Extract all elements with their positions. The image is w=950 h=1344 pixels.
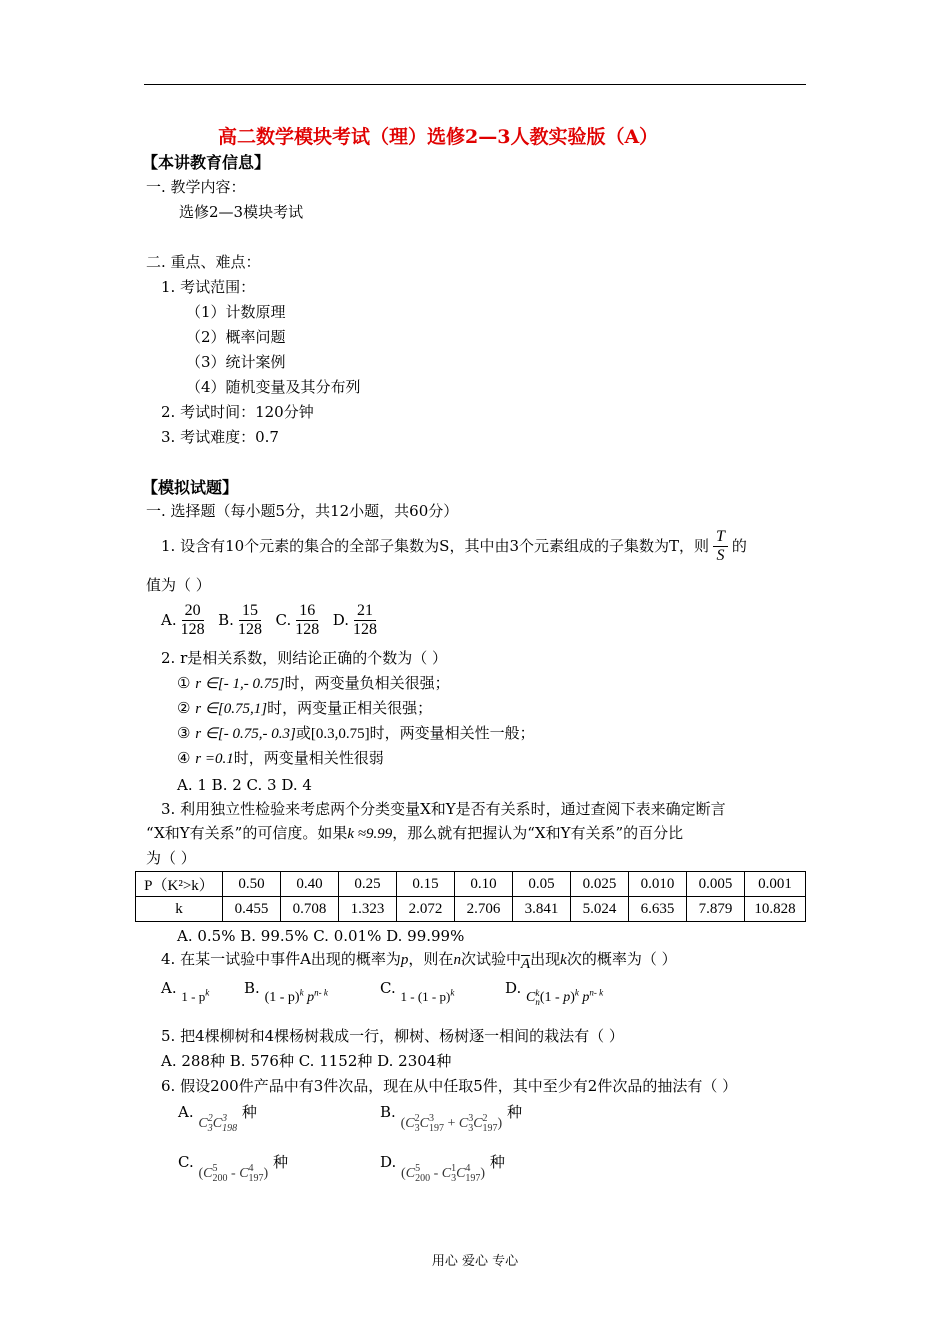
- exp-k: k: [535, 987, 540, 998]
- table-cell: 0.005: [687, 872, 745, 897]
- option-label: A.: [161, 979, 177, 997]
- fraction-numerator: 20: [182, 602, 204, 621]
- option-label: A.: [161, 610, 177, 629]
- q4-option-d: [505, 979, 604, 1007]
- table-cell: P（K²>k）: [136, 872, 223, 897]
- page-title: 高二数学模块考试（理）选修2—3人教实验版（A）: [218, 126, 659, 148]
- table-cell: 5.024: [571, 897, 629, 922]
- part-1-heading: 一. 选择题（每小题5分，共12小题，共60分）: [146, 502, 459, 520]
- question-6: 6. 假设200件产品中有3件次品，现在从中任取5件，其中至少有2件次品的抽法有（ ）: [161, 1077, 738, 1095]
- table-cell: 0.10: [455, 872, 513, 897]
- option-expr: (C 5 200 - C 4 197 ): [198, 1162, 269, 1184]
- q3-text-b: ，那么就有把握认为“X和Y有关系”的百分比: [392, 824, 684, 842]
- table-cell: 2.072: [397, 897, 455, 922]
- option-expr: (C 2 3 C 3 197 + C 3 3 C 2 197 ): [400, 1112, 503, 1134]
- item-text: 时，两变量相关性一般；: [369, 724, 535, 742]
- table-cell: 0.025: [571, 872, 629, 897]
- expr-text: (1 - p): [264, 990, 300, 1005]
- item-mark: ③: [177, 724, 191, 742]
- option-fraction: [181, 602, 205, 640]
- q2-item: [177, 724, 535, 743]
- table-row: [136, 872, 806, 897]
- exp-k: k: [574, 987, 579, 998]
- table-cell: k: [136, 897, 223, 922]
- table-cell: 0.455: [223, 897, 281, 922]
- page-footer: 用心 爱心 专心: [431, 1254, 519, 1269]
- option-label: D.: [380, 1153, 397, 1171]
- q4-var: $\overline{A}$: [520, 956, 531, 972]
- item-math: r ∈[- 0.75,- 0.3]: [195, 726, 296, 742]
- option-label: B.: [380, 1103, 396, 1121]
- table-cell: 7.879: [687, 897, 745, 922]
- table-cell: 0.001: [745, 872, 806, 897]
- option-label: B.: [218, 610, 234, 629]
- option-label: B.: [244, 979, 260, 997]
- table-cell: 1.323: [339, 897, 397, 922]
- q4-var: p: [400, 952, 409, 968]
- q2-item: [177, 674, 450, 693]
- option-expr: (C 5 200 - C 1 3 C 4 197 ): [401, 1162, 486, 1184]
- item-exam-scope: 1. 考试范围：: [161, 278, 256, 296]
- unit-text: 种: [272, 1153, 288, 1171]
- info-heading: 【本讲教育信息】: [142, 153, 271, 172]
- q4-option-a: [161, 979, 210, 1004]
- option-label: D.: [332, 610, 350, 629]
- table-cell: 0.40: [281, 872, 339, 897]
- unit-text: 种: [506, 1103, 522, 1121]
- item-text: 时，两变量负相关很强；: [284, 674, 450, 692]
- option-expr: (1 - p)$^k$ $p^{n- k}$: [264, 987, 328, 1005]
- item-exam-difficulty: 3. 考试难度：0.7: [161, 428, 279, 446]
- q6-option-d: [380, 1153, 505, 1184]
- q2-item: [177, 699, 432, 718]
- question-1-text: 1. 设含有10个元素的集合的全部子集数为S，其中由3个元素组成的子集数为T，则: [161, 536, 709, 555]
- item-math: r ∈[0.75,1]: [195, 701, 268, 717]
- fraction-denominator: 128: [295, 621, 320, 639]
- table-cell: 0.25: [339, 872, 397, 897]
- q4-text: 出现: [530, 950, 561, 968]
- unit-text: 种: [241, 1103, 257, 1121]
- option-expr: C k n (1 - p)$^k$ $p^{n- k}$: [526, 987, 604, 1007]
- sub-n: n: [535, 996, 540, 1007]
- table-cell: 2.706: [455, 897, 513, 922]
- item-math: r =0.1: [195, 751, 234, 767]
- option-fraction: [295, 602, 319, 640]
- expr-text: C: [526, 990, 536, 1005]
- q2-answers: A. 1 B. 2 C. 3 D. 4: [177, 776, 312, 794]
- fraction-denominator: S: [716, 547, 725, 565]
- option-expr: C 2 3 C 3 198: [198, 1112, 238, 1134]
- item-exam-time: 2. 考试时间：120分钟: [161, 403, 314, 421]
- q4-option-b: [244, 979, 328, 1005]
- q6-option-a: [178, 1103, 257, 1134]
- critical-value-table: [135, 871, 806, 922]
- unit-text: 种: [489, 1153, 505, 1171]
- q3-math: k ≈9.99: [347, 826, 393, 842]
- q4-text: 次的概率为（ ）: [566, 950, 677, 968]
- q5-answers: A. 288种 B. 576种 C. 1152种 D. 2304种: [161, 1052, 452, 1070]
- table-cell: 0.50: [223, 872, 281, 897]
- exp-k: k: [205, 987, 210, 998]
- q3-answers: A. 0.5% B. 99.5% C. 0.01% D. 99.99%: [177, 927, 465, 945]
- fraction-numerator: 21: [354, 602, 376, 621]
- expr-text: 1 - p: [181, 989, 206, 1004]
- scope-item: （4）随机变量及其分布列: [186, 378, 361, 396]
- option-fraction: [238, 602, 262, 640]
- fraction-numerator: T: [713, 528, 728, 547]
- mock-heading: 【模拟试题】: [142, 478, 239, 497]
- item-text: 时，两变量正相关很强；: [267, 699, 433, 717]
- q3-text-a: “X和Y有关系”的可信度。如果: [146, 824, 348, 842]
- q4-text: 4. 在某一试验中事件A出现的概率为: [161, 950, 401, 968]
- option-fraction: [353, 602, 377, 640]
- option-label: C.: [178, 1153, 194, 1171]
- exp-k: k: [299, 987, 304, 998]
- table-cell: 0.05: [513, 872, 571, 897]
- item-mark: ②: [177, 699, 191, 717]
- question-3-line1: 3. 利用独立性检验来考虑两个分类变量X和Y是否有关系时，通过查阅下表来确定断言: [161, 800, 726, 818]
- table-cell: 10.828: [745, 897, 806, 922]
- option-label: D.: [505, 979, 522, 997]
- exp-k: k: [450, 987, 455, 998]
- section-1-heading: 一. 教学内容：: [146, 178, 246, 196]
- q6-option-b: [380, 1103, 522, 1134]
- q2-item: [177, 749, 384, 768]
- scope-item: （3）统计案例: [186, 353, 286, 371]
- scope-item: （1）计数原理: [186, 303, 286, 321]
- question-3-line2: [146, 824, 683, 843]
- q4-var: n: [453, 952, 461, 968]
- table-cell: 3.841: [513, 897, 571, 922]
- expr-var: p: [582, 990, 590, 1005]
- question-5: 5. 把4棵柳树和4棵杨树栽成一行，柳树、杨树逐一相间的栽法有（ ）: [161, 1027, 624, 1045]
- option-label: A.: [178, 1103, 194, 1121]
- option-label: C.: [380, 979, 396, 997]
- fraction-denominator: 128: [353, 621, 378, 639]
- q4-var: k: [560, 952, 567, 968]
- section-1-body: 选修2—3模块考试: [179, 203, 304, 221]
- question-1-options: [161, 602, 381, 640]
- scope-item: （2）概率问题: [186, 328, 286, 346]
- table-row: [136, 897, 806, 922]
- option-expr: [401, 989, 455, 1004]
- expr-text: 1 - (1 - p): [400, 989, 451, 1004]
- question-3-line3: 为（ ）: [146, 849, 196, 867]
- table-cell: 0.15: [397, 872, 455, 897]
- option-label: C.: [275, 610, 292, 629]
- question-1: [161, 528, 747, 566]
- item-mid: 或: [295, 724, 311, 742]
- q4-option-c: [380, 979, 455, 1004]
- table-cell: 0.010: [629, 872, 687, 897]
- table-cell: 0.708: [281, 897, 339, 922]
- question-4: [161, 950, 677, 972]
- question-2: 2. r是相关系数，则结论正确的个数为（ ）: [161, 649, 448, 667]
- item-math: r ∈[- 1,- 0.75]: [195, 676, 285, 692]
- header-rule: [144, 84, 806, 85]
- section-2-heading: 二. 重点、难点：: [146, 253, 261, 271]
- q6-option-c: [178, 1153, 288, 1184]
- question-1-line2: 值为（ ）: [146, 576, 211, 594]
- item-math: [0.3,0.75]: [310, 726, 370, 742]
- q4-text: 次试验中: [460, 950, 521, 968]
- fraction-numerator: 15: [239, 602, 261, 621]
- expr-var: p: [307, 990, 315, 1005]
- fraction-denominator: 128: [237, 621, 262, 639]
- item-mark: ④: [177, 749, 191, 767]
- item-text: 时，两变量相关性很弱: [233, 749, 384, 767]
- fraction-denominator: 128: [180, 621, 205, 639]
- fraction-t-over-s: [713, 528, 728, 566]
- fraction-numerator: 16: [296, 602, 318, 621]
- item-mark: ①: [177, 674, 191, 692]
- option-expr: [181, 989, 209, 1004]
- q4-text: ，则在: [408, 950, 454, 968]
- expr-var: p: [563, 990, 571, 1005]
- table-cell: 6.635: [629, 897, 687, 922]
- question-1-tail: 的: [731, 536, 747, 555]
